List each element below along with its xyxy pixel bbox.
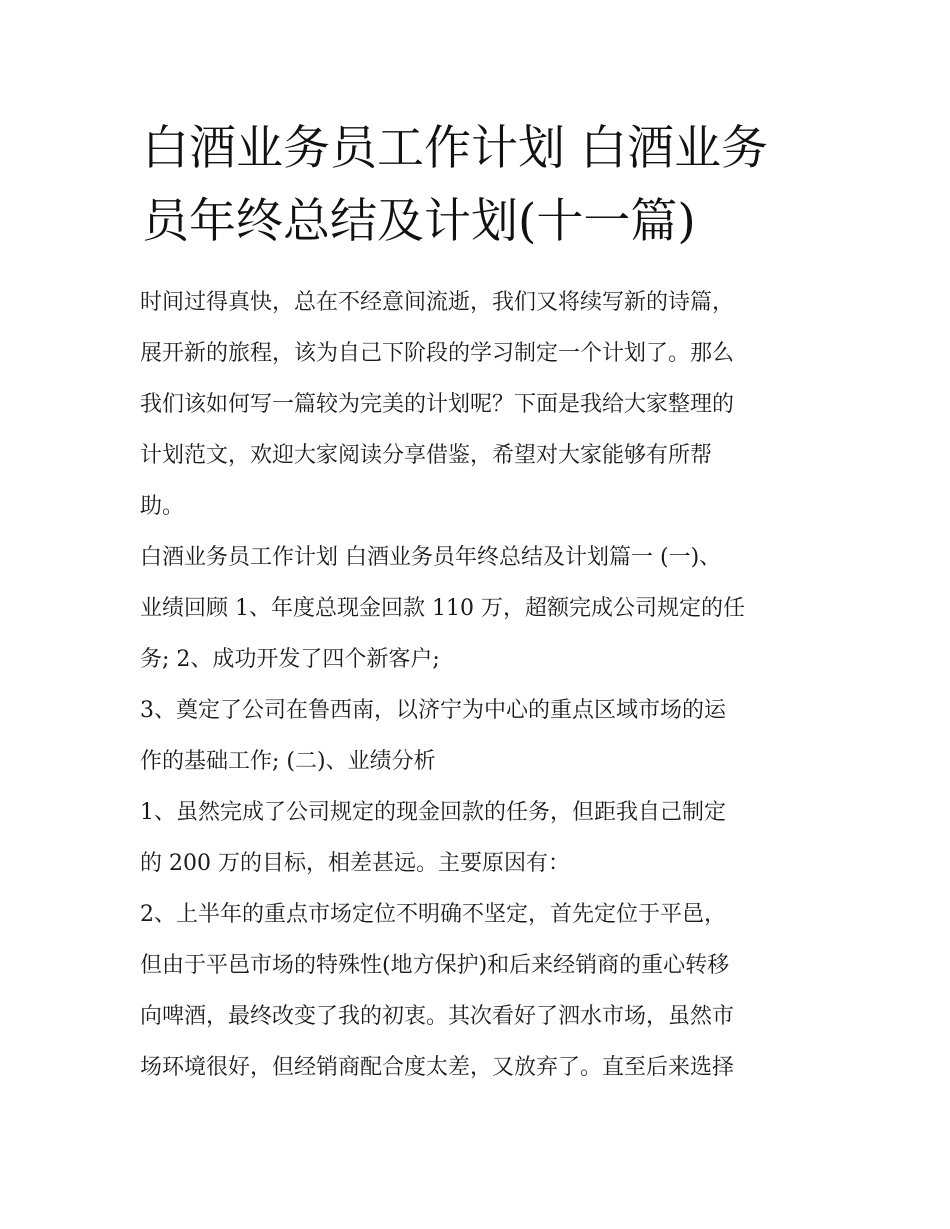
body-line: 向啤酒，最终改变了我的初衷。其次看好了泗水市场，虽然市	[140, 1004, 735, 1029]
body-line: 作的基础工作; (二)、业绩分析	[140, 749, 436, 774]
body-line: 2、上半年的重点市场定位不明确不坚定，首先定位于平邑，	[140, 902, 726, 927]
body-line: 场环境很好，但经销商配合度太差，又放弃了。直至后来选择	[140, 1055, 735, 1080]
body-line: 计划范文，欢迎大家阅读分享借鉴，希望对大家能够有所帮	[140, 443, 713, 468]
body-line: 业绩回顾 1、年度总现金回款 110 万，超额完成公司规定的任	[140, 596, 745, 621]
body-line: 助。	[140, 494, 185, 519]
title-line: 白酒业务员工作计划 白酒业务	[142, 121, 768, 176]
body-line: 的 200 万的目标，相差甚远。主要原因有：	[140, 851, 570, 876]
body-line: 务; 2、成功开发了四个新客户;	[140, 647, 440, 672]
document-body	[140, 277, 830, 1093]
body-line: 白酒业务员工作计划 白酒业务员年终总结及计划篇一 (一)、	[140, 545, 722, 570]
body-line: 我们该如何写一篇较为完美的计划呢？下面是我给大家整理的	[140, 392, 735, 417]
document-title	[142, 112, 832, 258]
body-line: 3、奠定了公司在鲁西南，以济宁为中心的重点区域市场的运	[140, 698, 726, 723]
body-line: 展开新的旅程，该为自己下阶段的学习制定一个计划了。那么	[140, 341, 735, 366]
title-line: 员年终总结及计划(十一篇)	[142, 194, 696, 249]
body-line: 1、虽然完成了公司规定的现金回款的任务，但距我自己制定	[140, 800, 726, 825]
body-line: 但由于平邑市场的特殊性(地方保护)和后来经销商的重心转移	[140, 953, 730, 978]
body-line: 时间过得真快，总在不经意间流逝，我们又将续写新的诗篇，	[140, 290, 735, 315]
